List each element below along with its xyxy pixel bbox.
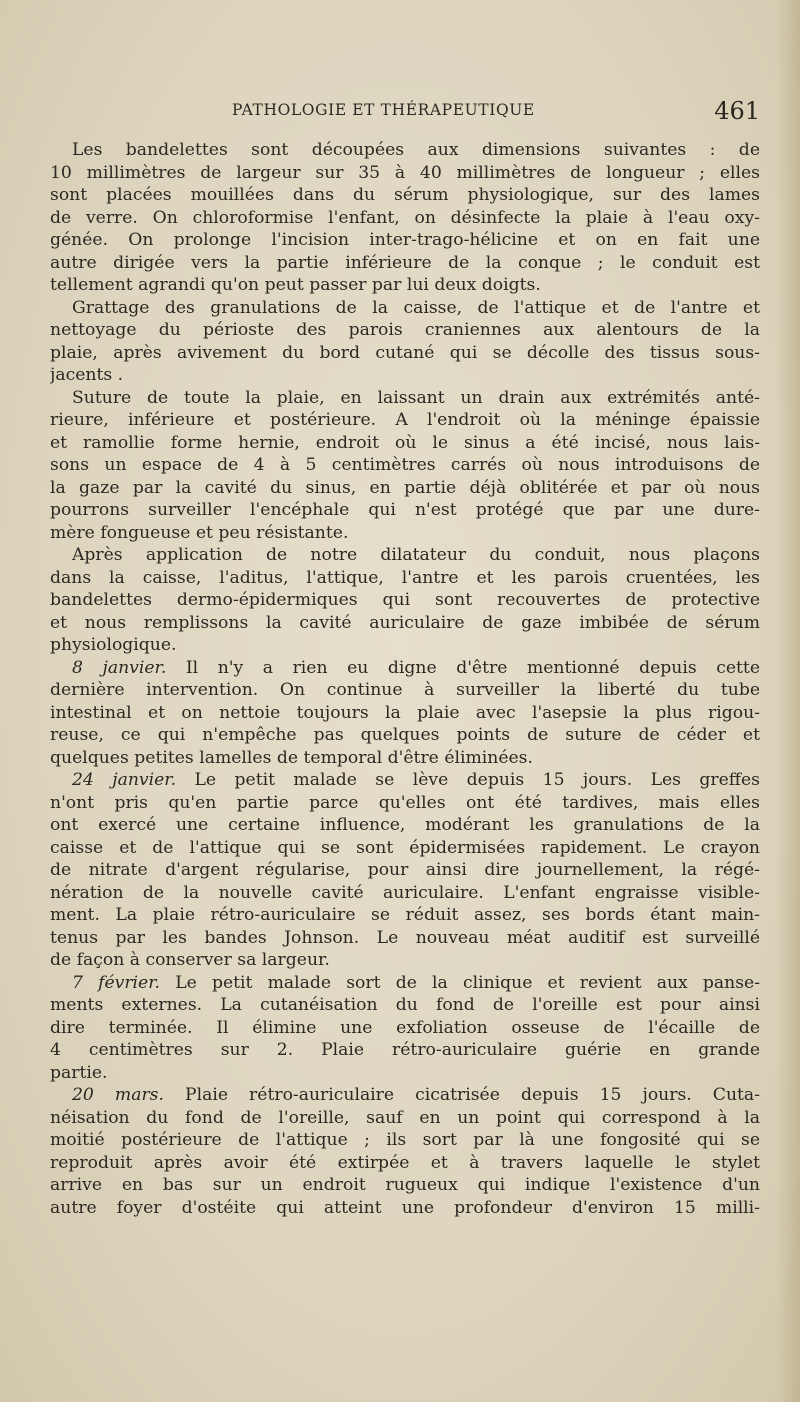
line-text: tellement agrandi qu'on peut passer par lui deux doigts. <box>50 275 541 295</box>
text-line <box>50 162 760 185</box>
text-line <box>50 1129 760 1152</box>
text-line <box>50 297 760 320</box>
text-line <box>50 567 760 590</box>
text-line <box>50 904 760 927</box>
line-text: dans la caisse, l'aditus, l'attique, l'antre et les parois cruentées, les <box>50 567 760 588</box>
line-text: pourrons surveiller l'encéphale qui n'est protégé que par une dure- <box>50 500 760 520</box>
line-text: bandelettes dermo-épidermiques qui sont recouvertes de protective <box>50 590 760 610</box>
text-line <box>50 544 760 567</box>
line-text: dernière intervention. On continue à surveiller la liberté du tube <box>50 680 760 700</box>
line-text: partie. <box>50 1062 108 1083</box>
text-line <box>50 409 760 432</box>
entry-date: 7 février. <box>72 972 161 993</box>
line-text: Les bandelettes sont découpées aux dimensions suivantes : de <box>72 140 760 160</box>
line-text: néisation du fond de l'oreille, sauf en un point qui correspond à la <box>50 1107 760 1128</box>
entry-date: 20 mars. <box>72 1085 164 1105</box>
text-line <box>50 612 760 635</box>
line-text: caisse et de l'attique qui se sont épidermisées rapidement. Le crayon <box>50 837 760 858</box>
line-text: nettoyage du périoste des parois craniennes aux alentours de la <box>50 320 760 340</box>
entry-date: 8 janvier. <box>72 657 167 678</box>
line-text: rieure, inférieure et postérieure. A l'endroit où la méninge épaissie <box>50 410 760 430</box>
line-text: de nitrate d'argent régularise, pour ainsi dire journellement, la régé- <box>50 860 760 880</box>
text-line <box>50 1017 760 1040</box>
text-line <box>50 342 760 365</box>
text-line <box>50 882 760 905</box>
text-line <box>50 364 760 387</box>
text-line <box>50 477 760 500</box>
line-text: autre dirigée vers la partie inférieure de la conque ; le conduit est <box>50 252 760 273</box>
line-text: mère fongueuse et peu résistante. <box>50 522 349 543</box>
text-line <box>50 274 760 297</box>
line-text: et nous remplissons la cavité auriculaire de gaze imbibée de sérum <box>50 612 760 633</box>
line-text: quelques petites lamelles de temporal d'être éliminées. <box>50 747 533 768</box>
line-text: et ramollie forme hernie, endroit où le sinus a été incisé, nous lais- <box>50 432 760 453</box>
line-text: reuse, ce qui n'empêche pas quelques points de suture de céder et <box>50 725 760 745</box>
text-line <box>50 229 760 252</box>
text-line <box>50 1062 760 1085</box>
text-line <box>50 1084 760 1107</box>
line-text: 4 centimètres sur 2. Plaie rétro-auriculaire guérie en grande <box>50 1040 760 1060</box>
line-text: ment. La plaie rétro-auriculaire se réduit assez, ses bords étant main- <box>50 905 760 925</box>
text-line <box>50 792 760 815</box>
line-text: Plaie rétro-auriculaire cicatrisée depuis 15 jours. Cuta- <box>163 1085 760 1105</box>
text-line <box>50 387 760 410</box>
text-line <box>50 1107 760 1130</box>
text-line <box>50 1174 760 1197</box>
line-text: jacents . <box>50 365 124 385</box>
line-text: nération de la nouvelle cavité auriculaire. L'enfant engraisse visible- <box>50 882 760 903</box>
line-text: de verre. On chloroformise l'enfant, on désinfecte la plaie à l'eau oxy- <box>50 207 760 228</box>
line-text: Suture de toute la plaie, en laissant un drain aux extrémités anté- <box>72 387 760 408</box>
line-text: ont exercé une certaine influence, modérant les granulations de la <box>50 815 760 835</box>
text-line <box>50 522 760 545</box>
line-text: Le petit malade sort de la clinique et revient aux panse- <box>160 972 760 993</box>
text-line <box>50 634 760 657</box>
text-line <box>50 207 760 230</box>
line-text: physiologique. <box>50 635 177 655</box>
text-line <box>50 1197 760 1220</box>
text-line <box>50 454 760 477</box>
text-line <box>50 499 760 522</box>
text-line <box>50 679 760 702</box>
line-text: génée. On prolonge l'incision inter-trago-hélicine et on en fait une <box>50 230 760 250</box>
text-line <box>50 724 760 747</box>
text-line <box>50 657 760 680</box>
text-line <box>50 319 760 342</box>
running-header <box>50 99 760 127</box>
line-text: Il n'y a rien eu digne d'être mentionné depuis cette <box>166 657 760 678</box>
line-text: sons un espace de 4 à 5 centimètres carrés où nous introduisons de <box>50 455 760 475</box>
line-text: ments externes. La cutanéisation du fond de l'oreille est pour ainsi <box>50 995 760 1015</box>
line-text: moitié postérieure de l'attique ; ils sort par là une fongosité qui se <box>50 1130 760 1150</box>
text-line <box>50 949 760 972</box>
text-line <box>50 994 760 1017</box>
line-text: dire terminée. Il élimine une exfoliation osseuse de l'écaille de <box>50 1017 760 1038</box>
text-line <box>50 139 760 162</box>
text-line <box>50 837 760 860</box>
line-text: autre foyer d'ostéite qui atteint une profondeur d'environ 15 milli- <box>50 1197 760 1218</box>
line-text: Grattage des granulations de la caisse, de l'attique et de l'antre et <box>72 297 760 318</box>
text-line <box>50 589 760 612</box>
line-text: reproduit après avoir été extirpée et à travers laquelle le stylet <box>50 1152 760 1173</box>
text-line <box>50 1039 760 1062</box>
text-line <box>50 702 760 725</box>
line-text: tenus par les bandes Johnson. Le nouveau méat auditif est surveillé <box>50 927 760 948</box>
text-line <box>50 769 760 792</box>
line-text: sont placées mouillées dans du sérum physiologique, sur des lames <box>50 185 760 205</box>
text-line <box>50 432 760 455</box>
line-text: arrive en bas sur un endroit rugueux qui indique l'existence d'un <box>50 1175 760 1195</box>
text-line <box>50 927 760 950</box>
line-text: la gaze par la cavité du sinus, en partie déjà oblitérée et par où nous <box>50 477 760 498</box>
line-text: plaie, après avivement du bord cutané qui se décolle des tissus sous- <box>50 342 760 363</box>
line-text: 10 millimètres de largeur sur 35 à 40 millimètres de longueur ; elles <box>50 162 760 183</box>
line-text: n'ont pris qu'en partie parce qu'elles ont été tardives, mais elles <box>50 792 760 813</box>
entry-date: 24 janvier. <box>72 770 177 790</box>
body-text <box>50 139 760 1219</box>
text-line <box>50 1152 760 1175</box>
text-line <box>50 859 760 882</box>
text-line <box>50 814 760 837</box>
line-text: de façon à conserver sa largeur. <box>50 950 330 970</box>
page-number: 461 <box>714 97 760 125</box>
line-text: Après application de notre dilatateur du conduit, nous plaçons <box>72 545 760 565</box>
text-line <box>50 747 760 770</box>
text-line <box>50 972 760 995</box>
text-line <box>50 184 760 207</box>
text-line <box>50 252 760 275</box>
line-text: intestinal et on nettoie toujours la plaie avec l'asepsie la plus rigou- <box>50 702 760 723</box>
running-title: PATHOLOGIE ET THÉRAPEUTIQUE <box>232 101 535 119</box>
line-text: Le petit malade se lève depuis 15 jours. Les greffes <box>176 770 760 790</box>
